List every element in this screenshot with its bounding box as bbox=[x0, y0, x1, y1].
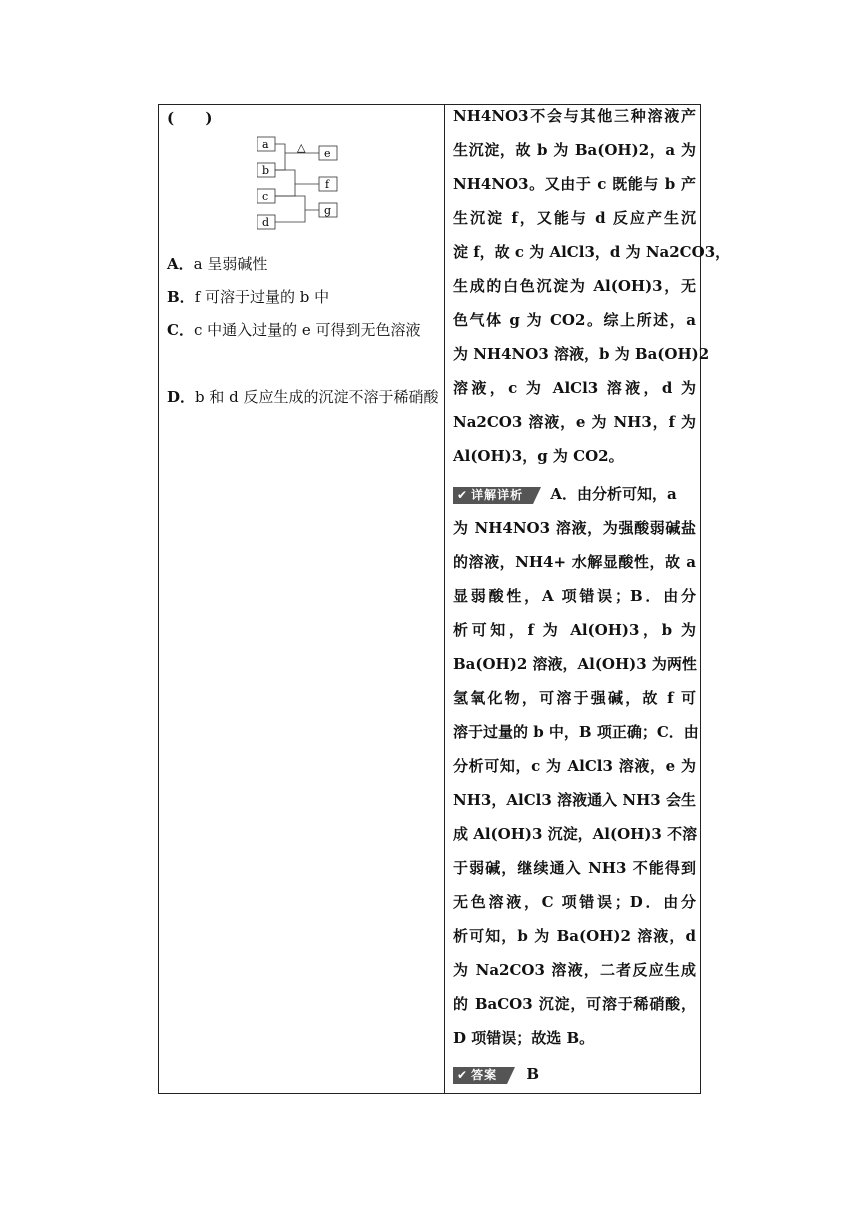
analysis-line: 色气体 g 为 CO2。综上所述，a bbox=[453, 311, 696, 329]
detail-first-line: ✔ 详解详析 A．由分析可知，a bbox=[453, 477, 696, 511]
detail-line: 无色溶液，C 项错误；D．由分 bbox=[453, 893, 696, 911]
detail-line: 分析可知，c 为 AlCl3 溶液，e 为 bbox=[453, 757, 696, 775]
detail-line: 为 NH4NO3 溶液，为强酸弱碱盐 bbox=[453, 519, 696, 537]
option-d: D．b 和 d 反应生成的沉淀不溶于稀硝酸 bbox=[167, 388, 439, 406]
label-g: g bbox=[324, 204, 332, 217]
detail-line: 的溶液，NH4+ 水解显酸性，故 a bbox=[453, 553, 696, 571]
analysis-line: NH4NO3不会与其他三种溶液产 bbox=[453, 107, 696, 125]
detail-line: 溶于过量的 b 中，B 项正确；C．由 bbox=[453, 723, 699, 741]
analysis-line: 生沉淀 f，又能与 d 反应产生沉 bbox=[453, 209, 696, 227]
label-e: e bbox=[324, 147, 331, 160]
analysis-line: Al(OH)3，g 为 CO2。 bbox=[453, 447, 624, 465]
analysis-line: 为 NH4NO3 溶液，b 为 Ba(OH)2 bbox=[453, 345, 710, 363]
detail-line: NH3，AlCl3 溶液通入 NH3 会生 bbox=[453, 791, 696, 809]
answer-blank: ( ) bbox=[167, 109, 213, 127]
answer-tag: ✔ 答案 bbox=[453, 1067, 507, 1084]
detail-line: Ba(OH)2 溶液，Al(OH)3 为两性 bbox=[453, 655, 697, 673]
analysis-line: 溶液，c 为 AlCl3 溶液，d 为 bbox=[453, 379, 696, 397]
check-icon: ✔ bbox=[457, 487, 469, 502]
analysis-line: 淀 f，故 c 为 AlCl3，d 为 Na2CO3， bbox=[453, 243, 731, 261]
option-b: B．f 可溶于过量的 b 中 bbox=[167, 288, 330, 306]
detail-line: 于弱碱，继续通入 NH3 不能得到 bbox=[453, 859, 696, 877]
detail-line: 成 Al(OH)3 沉淀，Al(OH)3 不溶 bbox=[453, 825, 698, 843]
option-a: A．a 呈弱碱性 bbox=[167, 255, 268, 273]
detail-tag: ✔ 详解详析 bbox=[453, 487, 533, 504]
label-a: a bbox=[262, 138, 269, 151]
detail-line: 为 Na2CO3 溶液，二者反应生成 bbox=[453, 961, 696, 979]
detail-line: 显弱酸性，A 项错误；B．由分 bbox=[453, 587, 696, 605]
detail-line: D 项错误；故选 B。 bbox=[453, 1029, 595, 1047]
option-c: C．c 中通入过量的 e 可得到无色溶液 bbox=[167, 321, 421, 339]
answer-value: B bbox=[526, 1065, 539, 1083]
heat-symbol: △ bbox=[297, 141, 306, 154]
detail-line: 的 BaCO3 沉淀，可溶于稀硝酸， bbox=[453, 995, 696, 1013]
reaction-diagram bbox=[257, 133, 357, 243]
detail-line: 析可知，b 为 Ba(OH)2 溶液，d bbox=[453, 927, 696, 945]
detail-line: 析可知，f 为 Al(OH)3，b 为 bbox=[453, 621, 696, 639]
detail-line: 氢氧化物，可溶于强碱，故 f 可 bbox=[453, 689, 696, 707]
column-divider bbox=[444, 105, 445, 1093]
analysis-line: Na2CO3 溶液，e 为 NH3，f 为 bbox=[453, 413, 696, 431]
analysis-line: 生沉淀，故 b 为 Ba(OH)2，a 为 bbox=[453, 141, 696, 159]
label-c: c bbox=[262, 190, 269, 203]
label-b: b bbox=[262, 164, 270, 177]
analysis-line: NH4NO3。又由于 c 既能与 b 产 bbox=[453, 175, 696, 193]
analysis-line: 生成的白色沉淀为 Al(OH)3，无 bbox=[453, 277, 696, 295]
question-table bbox=[158, 104, 731, 1094]
label-f: f bbox=[325, 178, 330, 191]
label-d: d bbox=[262, 216, 270, 229]
check-icon: ✔ bbox=[457, 1067, 469, 1082]
answer-line bbox=[453, 1057, 696, 1091]
